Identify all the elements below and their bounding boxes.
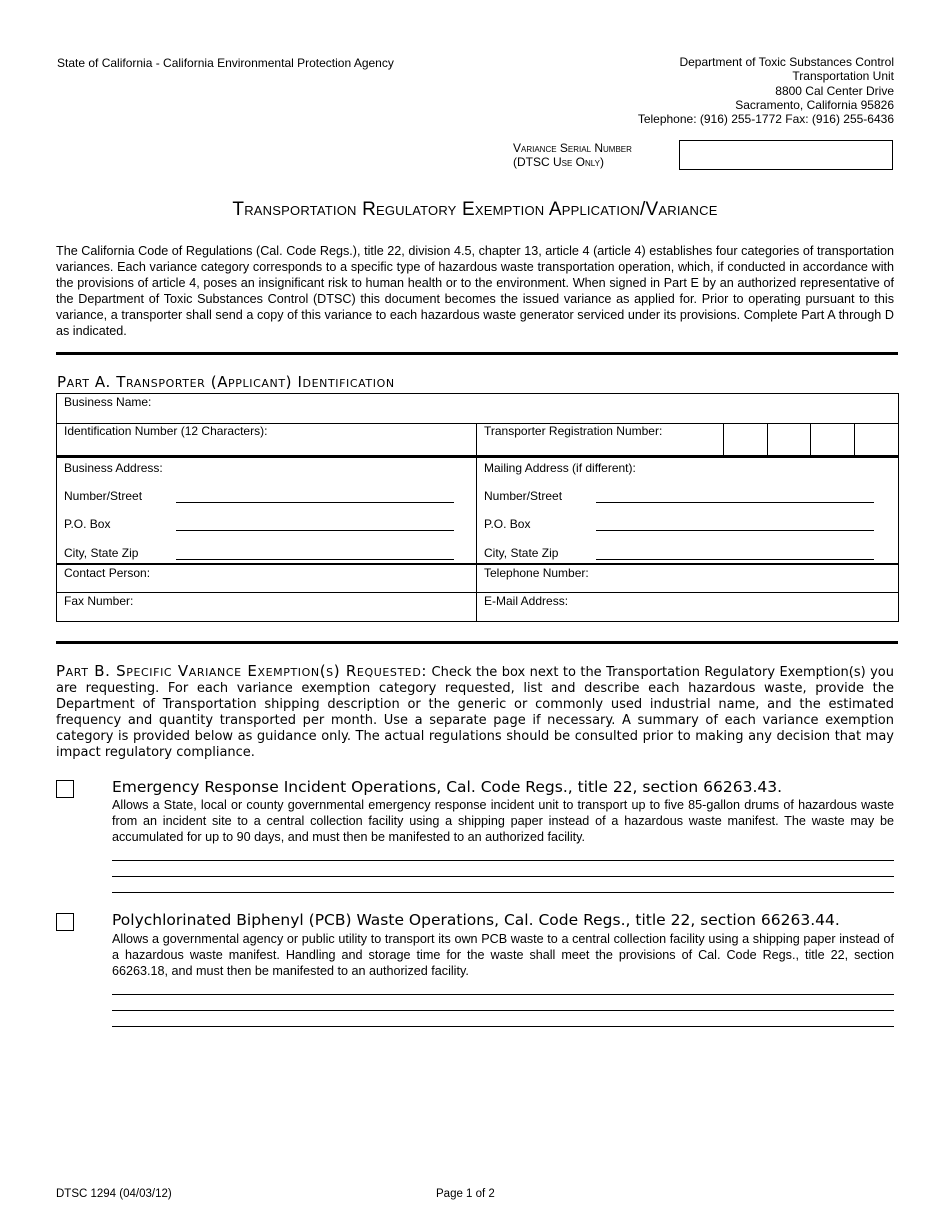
city-state-zip-label: City, State Zip xyxy=(484,546,559,560)
waste-description-line[interactable] xyxy=(112,994,894,995)
business-name-label: Business Name: xyxy=(64,395,152,409)
mailing-po-box-row[interactable] xyxy=(484,517,530,531)
contact-person-label: Contact Person: xyxy=(64,565,151,580)
registration-digit-box[interactable] xyxy=(768,424,811,457)
number-street-line[interactable] xyxy=(596,502,874,503)
city-state-zip-line[interactable] xyxy=(176,559,454,560)
part-b-text: Check the box next to the Transportation Regulatory Exemption(s) you are requesting. For each variance exemption category requested, list and describe each hazardous waste, provide the Department of Transportation shipping description or the generic or commonly used industrial name, and the estimated frequency and quantity transported per month. Use a separate page if necessary. A summary of each variance exemption category is provided below as guidance only. The actual regulations should be consulted prior to making any decision that may impact regulatory compliance. xyxy=(56,665,894,760)
contact-person-field[interactable] xyxy=(57,564,477,593)
address-line: 8800 Cal Center Drive xyxy=(775,83,894,98)
agency-name: State of California - California Environmental Protection Agency xyxy=(57,56,394,70)
variance-serial-field[interactable] xyxy=(679,140,893,170)
page-number: Page 1 of 2 xyxy=(436,1188,495,1200)
transporter-registration-field[interactable] xyxy=(477,424,724,457)
waste-description-line[interactable] xyxy=(112,892,894,893)
business-address-label: Business Address: xyxy=(64,461,163,475)
option-description: Allows a governmental agency or public utility to transport its own PCB waste to a central collection facility using a shipping paper instead of a hazardous waste manifest. Handling and storage time for the waste shall meet the provisions of Cal. Code Regs., title 22, section 66263.18, and must then be manifested to an authorized facility. xyxy=(112,932,894,978)
pcb-waste-checkbox[interactable] xyxy=(56,913,74,931)
option-title: Emergency Response Incident Operations, Cal. Code Regs., title 22, section 66263.43. xyxy=(112,778,783,796)
intro-paragraph: The California Code of Regulations (Cal. Code Regs.), title 22, division 4.5, chapter 13, article 4 (article 4) establishes four categories of transportation variances. Each variance category corresponds to a specific type of hazardous waste transportation operation, which, if conducted in accordance with the provisions of article 4, poses an insignificant risk to human health or to the environment. When signed in Part E by an authorized representative of the Department of Toxic Substances Control (DTSC) this document becomes the issued variance as applied for. Prior to operating pursuant to this variance, a transporter shall send a copy of this variance to each hazardous waste generator serviced under its provisions. Complete Part A through D as indicated. xyxy=(56,244,894,338)
registration-digit-box[interactable] xyxy=(855,424,899,457)
serial-label-line: Variance Serial Number xyxy=(513,141,632,155)
id-number-label: Identification Number (12 Characters): xyxy=(64,424,268,438)
emergency-response-checkbox[interactable] xyxy=(56,780,74,798)
mailing-number-street-row[interactable] xyxy=(484,489,562,503)
email-label: E-Mail Address: xyxy=(484,594,569,608)
option-description: Allows a State, local or county governmental emergency response incident unit to transport up to five 85-gallon drums of hazardous waste from an incident site to a central collection facility using a shipping paper instead of a hazardous waste manifest. The waste may be accumulated for up to 90 days, and must then be manifested to an authorized facility. xyxy=(112,798,894,844)
mailing-address-cell xyxy=(477,457,899,564)
city-state-zip-line[interactable] xyxy=(596,559,874,560)
number-street-label: Number/Street xyxy=(64,489,143,503)
serial-label-line: (DTSC Use Only) xyxy=(513,155,604,169)
address-line: Telephone: (916) 255-1772 Fax: (916) 255-6436 xyxy=(637,112,894,127)
po-box-line[interactable] xyxy=(176,530,454,531)
waste-description-line[interactable] xyxy=(112,1010,894,1011)
telephone-field[interactable] xyxy=(477,564,899,593)
business-address-cell xyxy=(57,457,477,564)
registration-digit-box[interactable] xyxy=(724,424,768,457)
transporter-registration-label: Transporter Registration Number: xyxy=(484,424,663,438)
part-b-heading: Part B. Specific Variance Exemption(s) Requested: xyxy=(56,662,428,680)
waste-description-line[interactable] xyxy=(112,1026,894,1027)
business-city-state-zip-row[interactable] xyxy=(64,546,138,560)
business-name-field[interactable] xyxy=(57,394,899,424)
page-title: Transportation Regulatory Exemption Application/Variance xyxy=(232,199,718,220)
email-field[interactable] xyxy=(477,593,899,622)
id-number-field[interactable] xyxy=(57,424,477,457)
variance-serial-label xyxy=(513,141,632,169)
po-box-label: P.O. Box xyxy=(484,517,531,531)
address-line: Department of Toxic Substances Control xyxy=(679,55,894,69)
address-line: Transportation Unit xyxy=(792,69,894,84)
fax-field[interactable] xyxy=(57,593,477,622)
waste-description-line[interactable] xyxy=(112,876,894,877)
section-divider xyxy=(56,641,898,644)
business-number-street-row[interactable] xyxy=(64,489,142,503)
fax-label: Fax Number: xyxy=(64,594,134,608)
city-state-zip-label: City, State Zip xyxy=(64,546,139,560)
address-line: Sacramento, California 95826 xyxy=(735,97,894,112)
part-b-instructions xyxy=(56,663,894,761)
po-box-label: P.O. Box xyxy=(64,517,111,531)
business-po-box-row[interactable] xyxy=(64,517,110,531)
transporter-identification-table xyxy=(56,393,899,622)
waste-description-line[interactable] xyxy=(112,860,894,861)
option-title: Polychlorinated Biphenyl (PCB) Waste Operations, Cal. Code Regs., title 22, section 66263.44. xyxy=(112,911,840,929)
mailing-address-label: Mailing Address (if different): xyxy=(484,461,636,475)
mailing-city-state-zip-row[interactable] xyxy=(484,546,558,560)
number-street-label: Number/Street xyxy=(484,489,563,503)
number-street-line[interactable] xyxy=(176,502,454,503)
registration-digit-box[interactable] xyxy=(811,424,855,457)
telephone-label: Telephone Number: xyxy=(484,565,589,580)
dtsc-address-block xyxy=(638,55,894,126)
section-divider xyxy=(56,352,898,355)
form-id: DTSC 1294 (04/03/12) xyxy=(56,1188,172,1200)
part-a-heading: Part A. Transporter (Applicant) Identification xyxy=(57,373,395,391)
po-box-line[interactable] xyxy=(596,530,874,531)
